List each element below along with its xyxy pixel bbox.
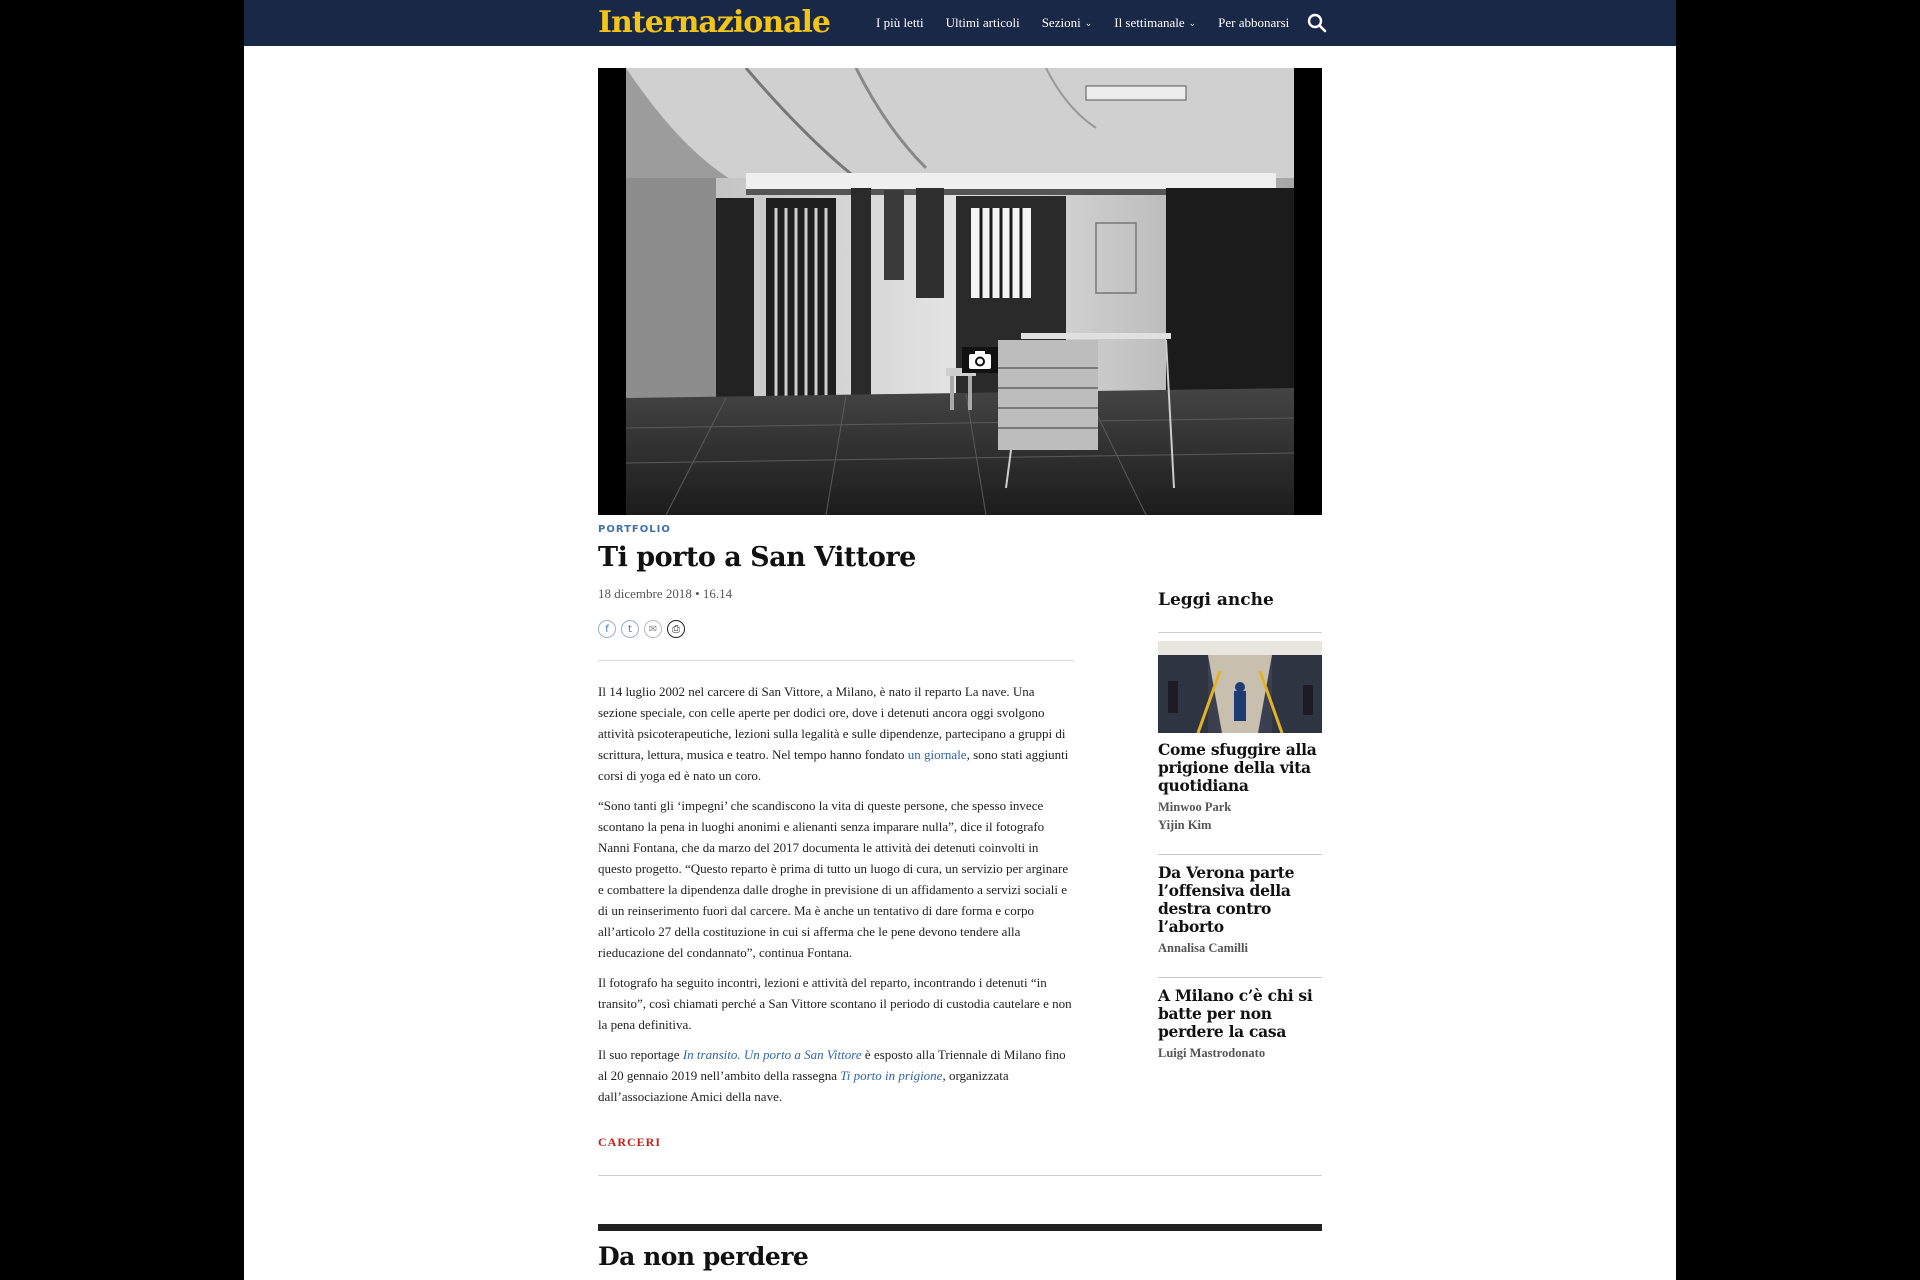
divider xyxy=(1158,854,1322,855)
camera-icon[interactable] xyxy=(962,347,998,373)
divider xyxy=(598,1175,1322,1176)
text: , organizzata dall’associazione Amici della nave. xyxy=(598,1068,1009,1104)
print-icon: ⎙ xyxy=(672,623,680,635)
nav-latest-articles[interactable] xyxy=(946,15,1020,31)
nav-label: Il settimanale xyxy=(1114,15,1185,30)
related-article[interactable] xyxy=(1158,864,1322,957)
text: Il suo reportage xyxy=(598,1047,683,1062)
sidebar-title: Leggi anche xyxy=(1158,590,1274,610)
section-kicker[interactable]: PORTFOLIO xyxy=(598,524,671,535)
top-navigation-bar xyxy=(244,0,1676,46)
nav-label: Ultimi articoli xyxy=(945,15,1020,30)
page xyxy=(244,0,1676,1280)
twitter-share-button[interactable] xyxy=(621,620,639,638)
divider xyxy=(598,660,1074,661)
share-buttons xyxy=(598,620,685,638)
nav-label: Sezioni xyxy=(1041,15,1081,30)
related-article[interactable] xyxy=(1158,741,1322,834)
article-title: Ti porto a San Vittore xyxy=(598,542,916,573)
related-author[interactable]: Luigi Mastrodonato xyxy=(1158,1046,1266,1060)
more-section-title: Da non perdere xyxy=(598,1242,809,1271)
email-share-button[interactable] xyxy=(644,620,662,638)
hero-image[interactable] xyxy=(598,68,1322,515)
related-headline[interactable]: Da Verona parte l’offensiva della destra contro l’aborto xyxy=(1158,863,1295,936)
nav-subscribe[interactable] xyxy=(1218,15,1289,31)
divider xyxy=(1158,632,1322,633)
related-headline[interactable]: Come sfuggire alla prigione della vita quotidiana xyxy=(1158,740,1317,795)
chevron-down-icon: ⌄ xyxy=(1188,17,1197,28)
nav-sections[interactable] xyxy=(1042,15,1093,31)
section-divider xyxy=(598,1224,1322,1231)
article-body xyxy=(598,681,1074,1116)
related-article-thumbnail[interactable] xyxy=(1158,641,1322,733)
facebook-icon: f xyxy=(605,623,609,635)
nav-label: Per abbonarsi xyxy=(1218,15,1290,30)
nav-most-read[interactable] xyxy=(876,15,924,31)
twitter-icon: t xyxy=(628,623,632,635)
search-icon[interactable] xyxy=(1307,13,1327,33)
divider xyxy=(1158,977,1322,978)
related-article[interactable] xyxy=(1158,987,1322,1062)
article-date: 18 dicembre 2018 • 16.14 xyxy=(598,586,733,601)
related-headline[interactable]: A Milano c’è chi si batte per non perdere la casa xyxy=(1158,986,1313,1041)
paragraph xyxy=(598,681,1074,786)
related-author[interactable]: Minwoo Park xyxy=(1158,800,1232,814)
paragraph: “Sono tanti gli ‘impegni’ che scandiscono la vita di queste persone, che spesso invece scontano la pena in luoghi anonimi e alienanti senza imparare nulla”, dice il fotografo Nanni Fontana, che da marzo del 2017 documenta le attività dei detenuti coinvolti in questo progetto. “Questo reparto è prima di tutto un luogo di cura, un servizio per arginare e combattere la dipendenza dalle droghe in previsione di un affidamento a servizi sociali e di un reinserimento fuori dal carcere. Ma è anche un tentativo di dare forma e corpo all’articolo 27 della costituzione in cui si afferma che le pene devono tendere alla rieducazione del condannato”, continua Fontana. xyxy=(598,798,1069,960)
reportage-link[interactable]: In transito. Un porto a San Vittore xyxy=(682,1047,862,1062)
related-author[interactable]: Yijin Kim xyxy=(1158,818,1212,832)
chevron-down-icon: ⌄ xyxy=(1084,17,1093,28)
paragraph xyxy=(598,1044,1074,1107)
related-author[interactable]: Annalisa Camilli xyxy=(1158,941,1248,955)
text: Il 14 luglio 2002 nel carcere di San Vittore, a Milano, è nato il reparto La nave. Una sezione speciale, con celle aperte per dodici ore, dove i detenuti ancora oggi svolgono attività psicoterapeutiche, lezioni sulla legalità e sulle dipendenze, partecipano a gruppi di scrittura, lettura, musica e teatro. Nel tempo hanno fondato xyxy=(598,684,1066,762)
prison-ward-photo xyxy=(626,68,1294,515)
nav-label: I più letti xyxy=(876,15,924,30)
paragraph: Il fotografo ha seguito incontri, lezioni e attività del reparto, incontrando i detenuti “in transito”, così chiamati perché a San Vittore scontano il periodo di custodia cautelare e non la pena definitiva. xyxy=(598,975,1072,1032)
main-nav xyxy=(876,0,1311,46)
mail-icon: ✉ xyxy=(648,623,658,635)
print-button[interactable] xyxy=(667,620,685,638)
facebook-share-button[interactable] xyxy=(598,620,616,638)
site-logo[interactable]: Internazionale xyxy=(598,5,831,40)
text: , sono stati aggiunti corsi di yoga ed è nato un coro. xyxy=(598,747,1069,783)
exhibition-link[interactable]: Ti porto in prigione xyxy=(840,1068,943,1083)
newspaper-link[interactable]: un giornale xyxy=(907,747,967,762)
nav-weekly[interactable] xyxy=(1114,15,1196,31)
topic-tag[interactable]: CARCERI xyxy=(598,1135,662,1149)
text: è esposto alla Triennale di Milano fino al 20 gennaio 2019 nell’ambito della rassegna xyxy=(598,1047,1066,1083)
